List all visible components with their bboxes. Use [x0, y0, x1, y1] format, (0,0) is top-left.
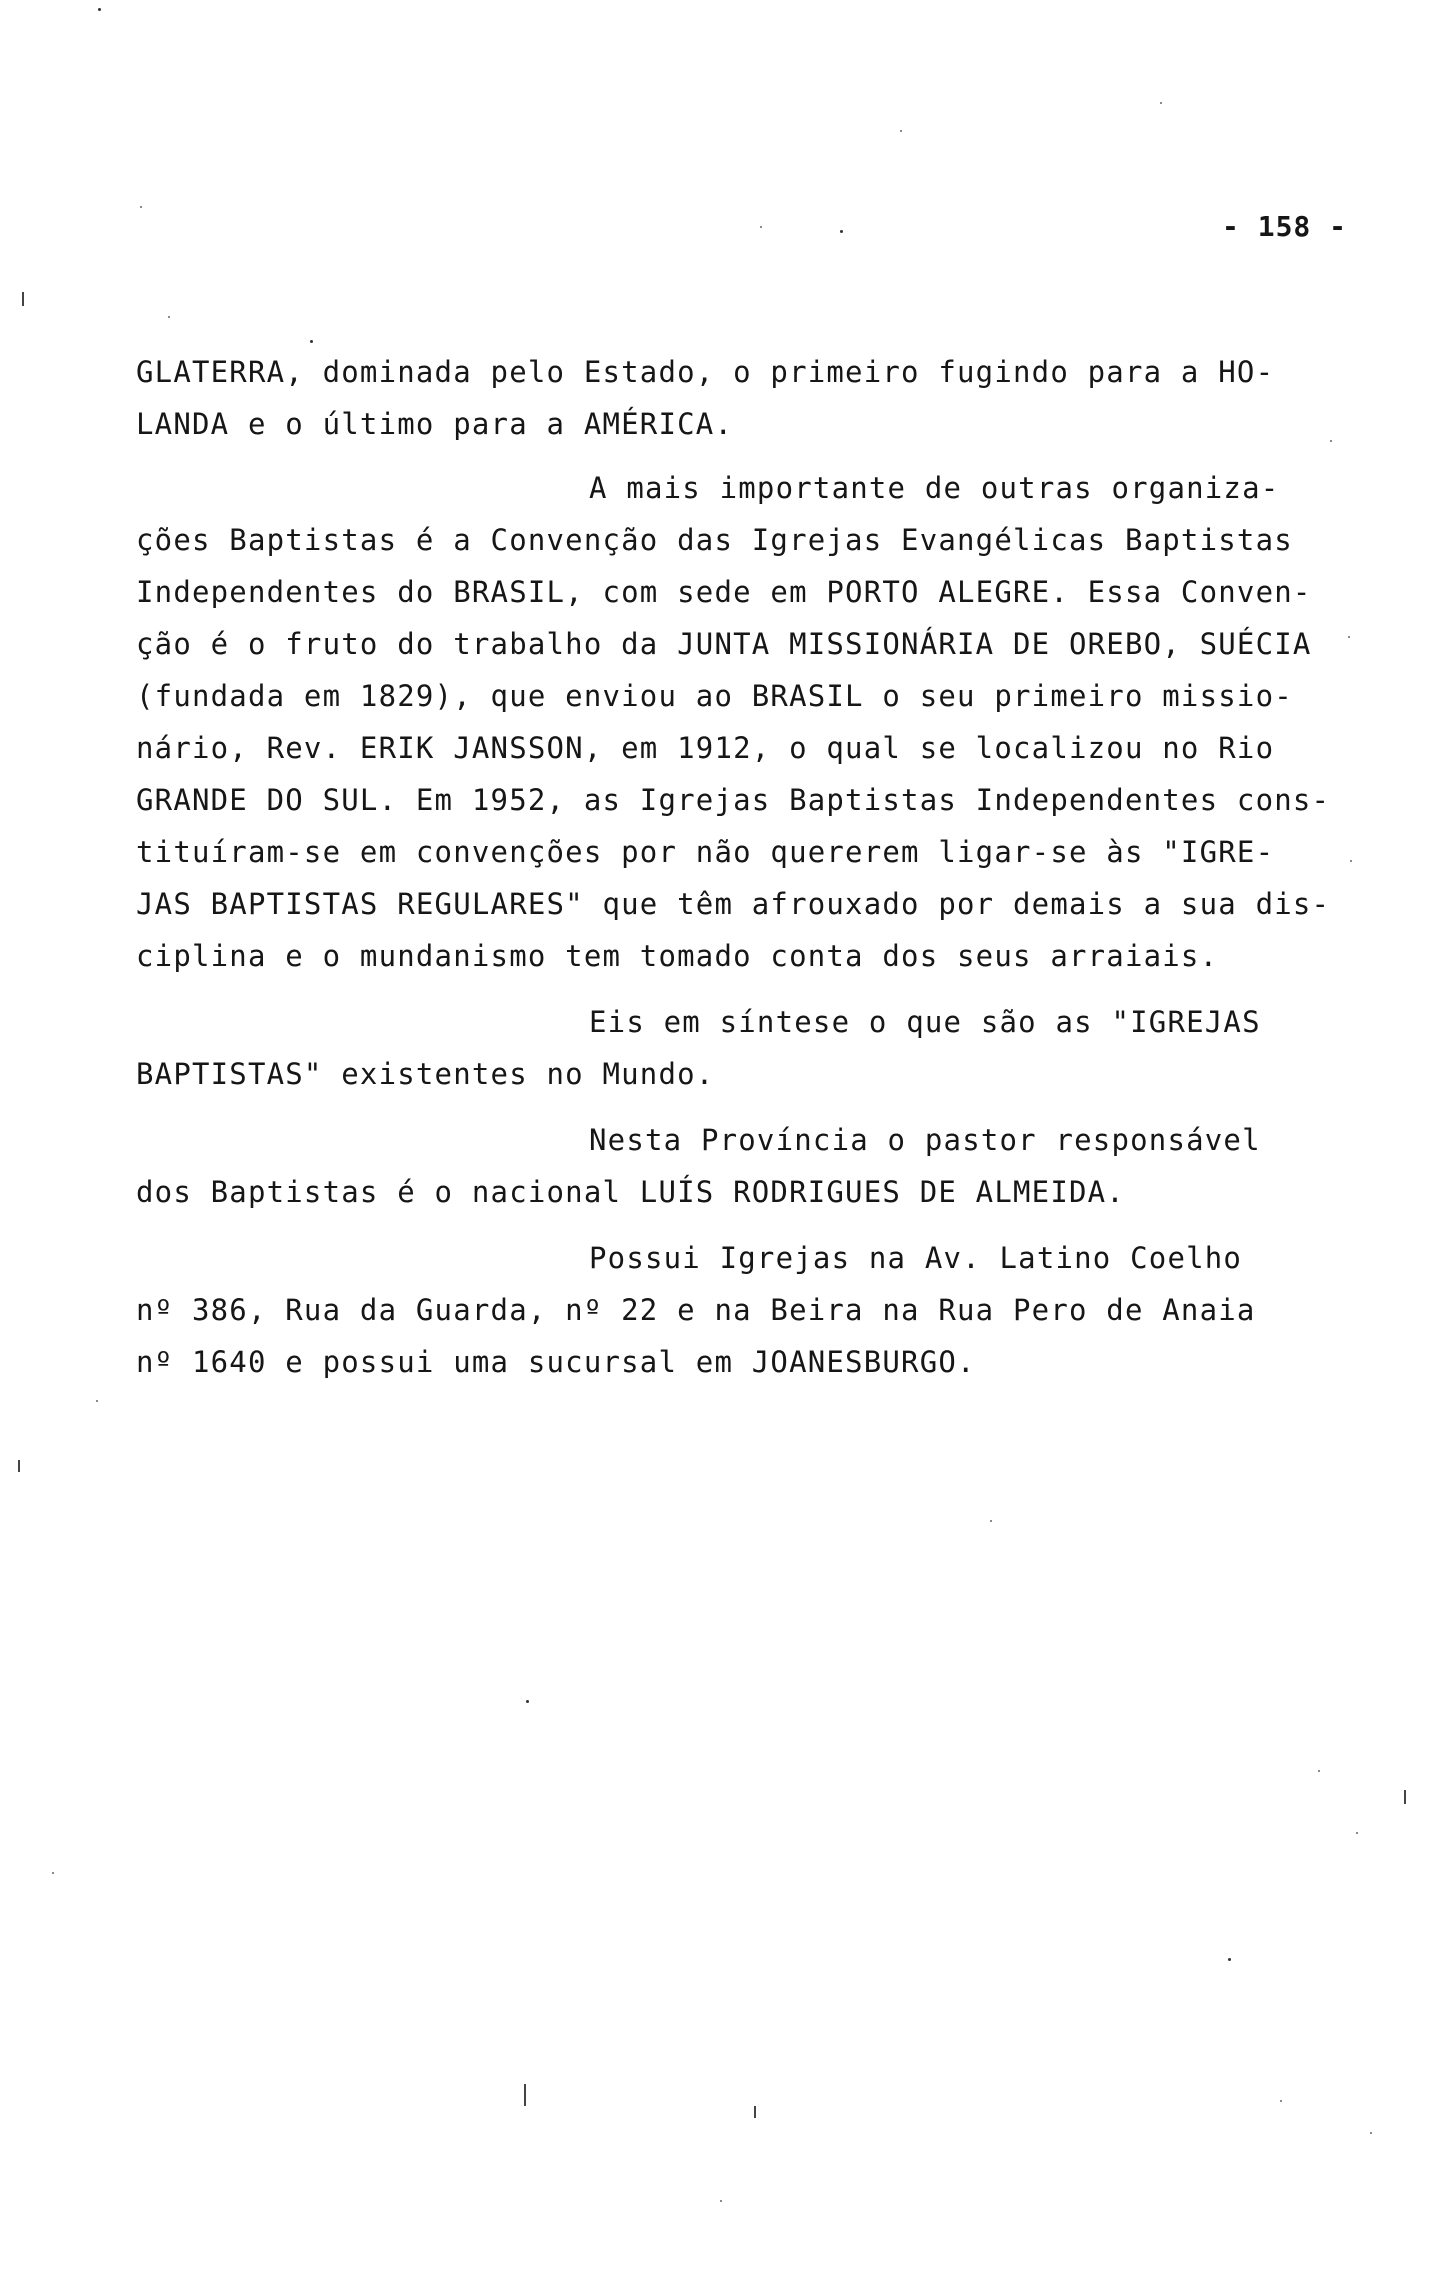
- scan-mark: [524, 2084, 526, 2106]
- text-line: (fundada em 1829), que enviou ao BRASIL o seu primeiro missio-: [136, 679, 1293, 713]
- scan-speck: [1318, 1770, 1320, 1772]
- scan-speck: [1370, 2132, 1372, 2134]
- scan-speck: [1160, 102, 1162, 104]
- text-line: BAPTISTAS" existentes no Mundo.: [136, 1057, 715, 1091]
- scan-speck: [760, 226, 762, 228]
- scan-speck: [96, 1400, 98, 1402]
- scan-mark: [1404, 1790, 1406, 1804]
- scan-speck: [140, 206, 142, 208]
- scan-mark: [22, 292, 24, 306]
- text-line: LANDA e o último para a AMÉRICA.: [136, 407, 734, 441]
- scan-speck: [1280, 2100, 1282, 2102]
- text-line: nº 1640 e possui uma sucursal em JOANESBURGO.: [136, 1345, 976, 1379]
- scan-speck: [168, 316, 170, 318]
- text-line: ções Baptistas é a Convenção das Igrejas Evangélicas Baptistas: [136, 523, 1293, 557]
- scan-speck: [98, 8, 101, 11]
- scan-speck: [720, 2200, 722, 2202]
- paragraph-start-line: Eis em síntese o que são as "IGREJAS: [589, 1005, 1261, 1039]
- text-line: JAS BAPTISTAS REGULARES" que têm afrouxado por demais a sua dis-: [136, 887, 1331, 921]
- text-line: tituíram-se em convenções por não quererem ligar-se às "IGRE-: [136, 835, 1275, 869]
- scan-speck: [1330, 440, 1332, 442]
- text-line: dos Baptistas é o nacional LUÍS RODRIGUES DE ALMEIDA.: [136, 1175, 1125, 1209]
- text-line: Independentes do BRASIL, com sede em PORTO ALEGRE. Essa Conven-: [136, 575, 1312, 609]
- scan-speck: [310, 340, 313, 343]
- scan-speck: [1356, 1832, 1358, 1834]
- scan-mark: [18, 1460, 20, 1472]
- text-line: ção é o fruto do trabalho da JUNTA MISSIONÁRIA DE OREBO, SUÉCIA: [136, 627, 1312, 661]
- scan-speck: [1348, 636, 1350, 638]
- paragraph-start-line: A mais importante de outras organiza-: [589, 471, 1280, 505]
- scan-speck: [990, 1520, 992, 1522]
- text-line: GLATERRA, dominada pelo Estado, o primeiro fugindo para a HO-: [136, 355, 1275, 389]
- scan-speck: [840, 230, 843, 233]
- text-line: nário, Rev. ERIK JANSSON, em 1912, o qual se localizou no Rio: [136, 731, 1275, 765]
- paragraph-start-line: Nesta Província o pastor responsável: [589, 1123, 1261, 1157]
- scan-speck: [1350, 860, 1352, 862]
- scan-speck: [1228, 1958, 1231, 1961]
- text-line: nº 386, Rua da Guarda, nº 22 e na Beira na Rua Pero de Anaia: [136, 1293, 1256, 1327]
- text-line: GRANDE DO SUL. Em 1952, as Igrejas Baptistas Independentes cons-: [136, 783, 1331, 817]
- text-line: ciplina e o mundanismo tem tomado conta dos seus arraiais.: [136, 939, 1219, 973]
- scan-speck: [526, 1700, 529, 1703]
- scan-speck: [900, 130, 902, 132]
- paragraph-start-line: Possui Igrejas na Av. Latino Coelho: [589, 1241, 1243, 1275]
- page-number: - 158 -: [1222, 210, 1348, 243]
- scan-mark: [754, 2106, 756, 2118]
- scan-speck: [52, 1872, 54, 1874]
